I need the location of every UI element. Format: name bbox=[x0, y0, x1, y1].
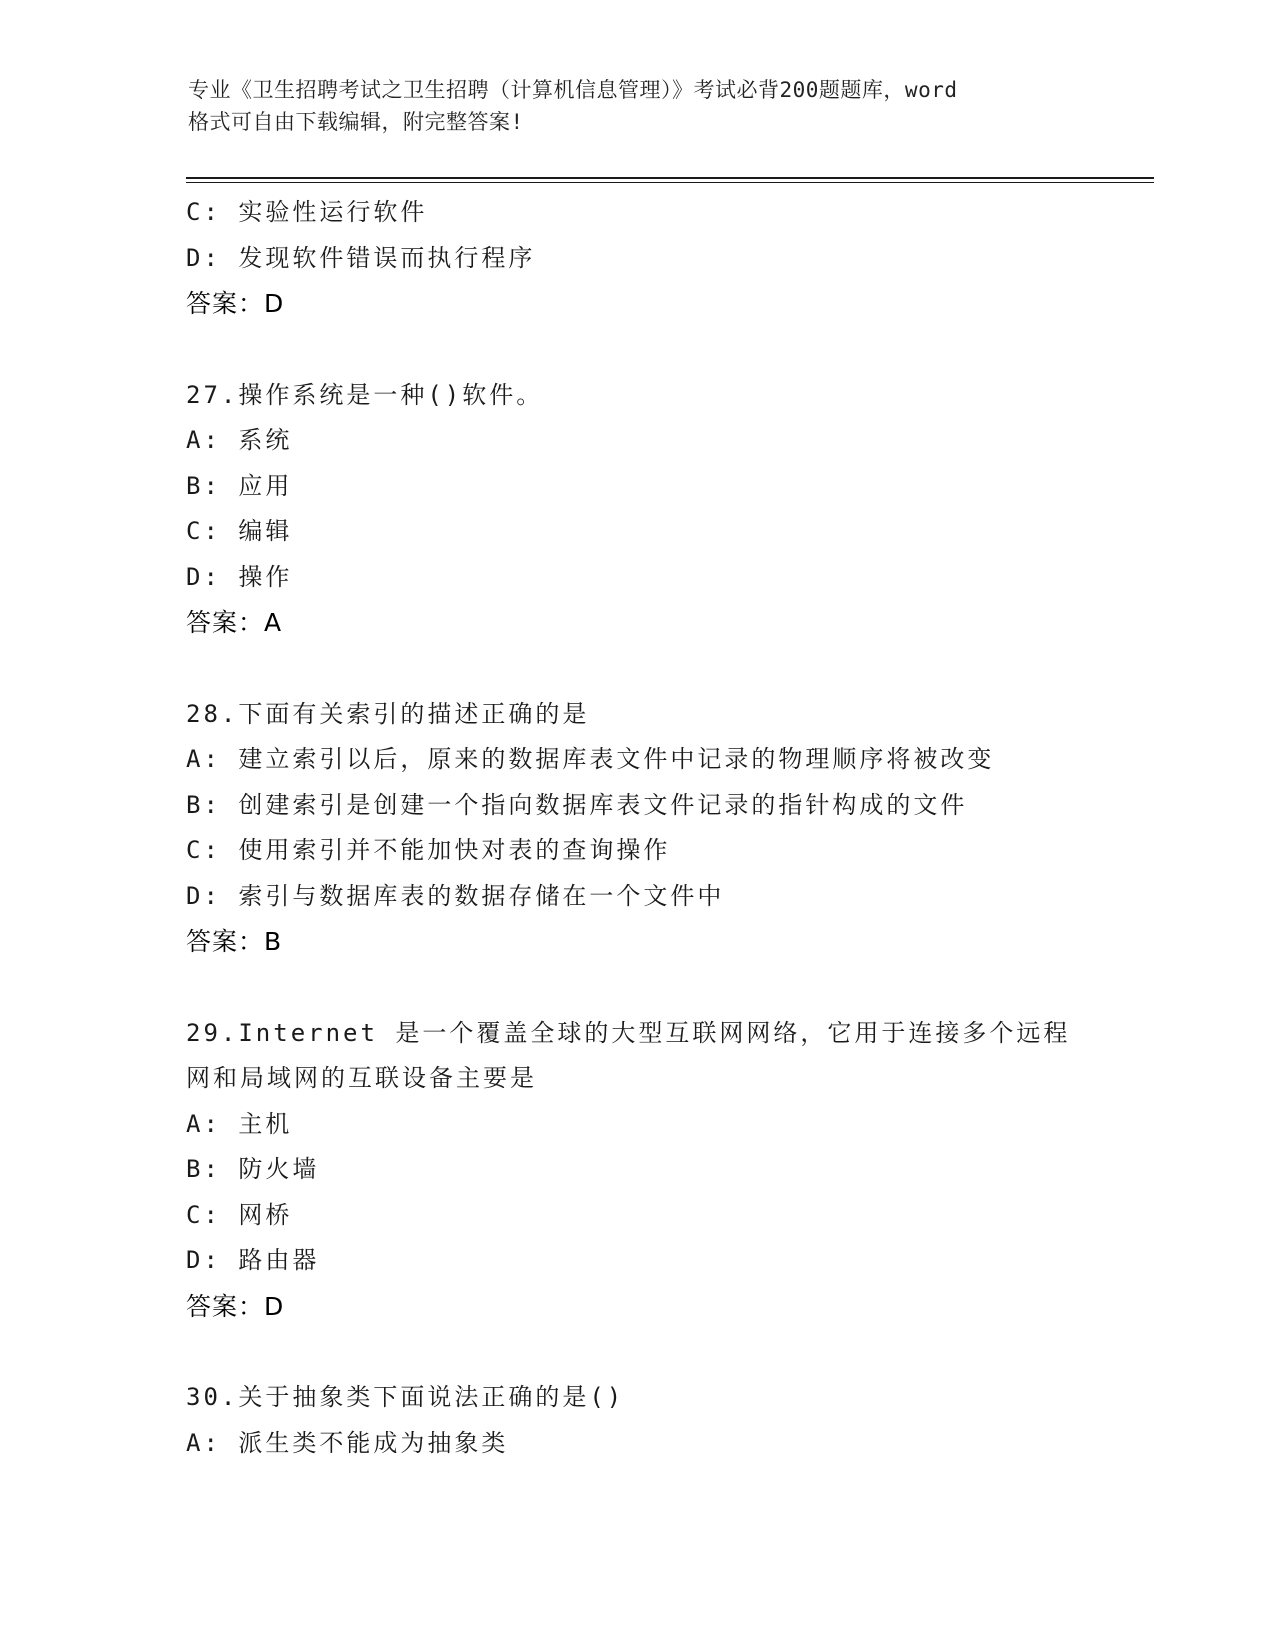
question-29-stem-line-2: 网和局域网的互联设备主要是 bbox=[186, 1064, 537, 1092]
prev-answer: 答案：D bbox=[186, 289, 285, 318]
header-divider-thick bbox=[186, 177, 1154, 179]
question-28-option-a: A: 建立索引以后，原来的数据库表文件中记录的物理顺序将被改变 bbox=[186, 745, 995, 773]
question-29-option-d: D: 路由器 bbox=[186, 1246, 320, 1274]
question-29-option-a: A: 主机 bbox=[186, 1109, 293, 1138]
question-28-option-d: D: 索引与数据库表的数据存储在一个文件中 bbox=[186, 881, 725, 910]
question-27-option-c: C: 编辑 bbox=[186, 517, 293, 545]
question-29-option-c: C: 网桥 bbox=[186, 1200, 293, 1229]
question-29-option-b: B: 防火墙 bbox=[186, 1155, 320, 1183]
question-28-option-b: B: 创建索引是创建一个指向数据库表文件记录的指针构成的文件 bbox=[186, 790, 968, 819]
question-27-answer: 答案：A bbox=[186, 608, 283, 637]
question-28-answer: 答案：B bbox=[186, 927, 283, 956]
question-29-stem-line-1: 29.Internet 是一个覆盖全球的大型互联网网络，它用于连接多个远程 bbox=[186, 1018, 1071, 1047]
prev-option-c: C: 实验性运行软件 bbox=[186, 198, 428, 226]
question-27-option-d: D: 操作 bbox=[186, 562, 293, 591]
question-27-stem: 27.操作系统是一种()软件。 bbox=[186, 380, 544, 409]
question-30-stem: 30.关于抽象类下面说法正确的是() bbox=[186, 1383, 625, 1411]
question-28-stem: 28.下面有关索引的描述正确的是 bbox=[186, 699, 590, 728]
question-28-option-c: C: 使用索引并不能加快对表的查询操作 bbox=[186, 836, 671, 864]
question-list bbox=[186, 190, 1086, 1466]
document-header bbox=[188, 74, 1088, 138]
prev-option-d: D: 发现软件错误而执行程序 bbox=[186, 243, 536, 272]
header-line-1: 专业《卫生招聘考试之卫生招聘（计算机信息管理）》考试必背200题题库，word bbox=[188, 78, 958, 102]
header-line-2: 格式可自由下载编辑，附完整答案! bbox=[188, 110, 524, 134]
question-30-option-a: A: 派生类不能成为抽象类 bbox=[186, 1428, 509, 1457]
question-27-option-b: B: 应用 bbox=[186, 471, 293, 500]
question-27-option-a: A: 系统 bbox=[186, 426, 293, 454]
question-29-answer: 答案：D bbox=[186, 1291, 285, 1321]
header-divider-thin bbox=[186, 182, 1154, 183]
